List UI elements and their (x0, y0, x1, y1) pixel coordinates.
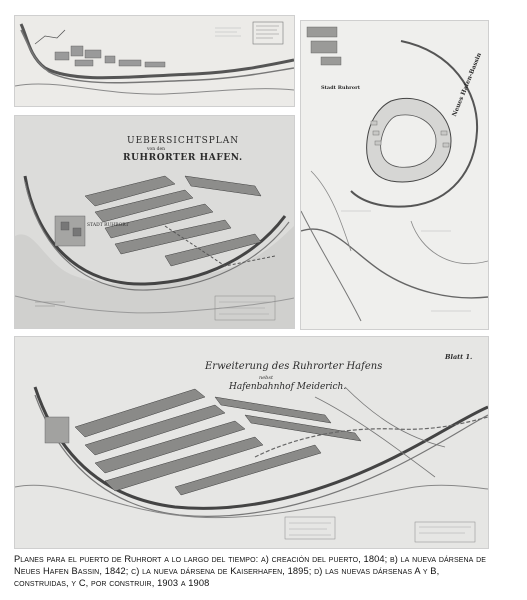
basin-label: Neues Hafen-Bassin (451, 51, 484, 118)
map-panel-1842 (14, 115, 295, 329)
map-title-line-2: von den (147, 147, 166, 152)
map-title-line-3: Hafenbahnhof Meiderich. (229, 382, 347, 392)
figure-caption: Planes para el puerto de Ruhrort a lo largo del tiempo: a) creación del puerto, 1804; b) la nueva dársena de Neues Hafen Bassin, 1842; c) la nueva dársena de Kaiserhafen, 1895; d) las nuevas dársenas A y B, construidas, y C, por construir, 1903 a 1908 (14, 554, 487, 589)
town-label: Stadt Ruhrort (321, 85, 361, 91)
map-title-line-3: RUHRORTER HAFEN. (123, 153, 243, 163)
sheet-label: Blatt 1. (445, 353, 473, 361)
map-title-line-1: UEBERSICHTSPLAN (127, 136, 240, 146)
map-panel-1908 (14, 336, 489, 549)
map-panel-1804 (14, 15, 295, 107)
map-title-line-1: Erweiterung des Ruhrorter Hafens (205, 361, 383, 372)
harbour-plan-1895-drawing (301, 21, 488, 329)
map-panel-1895 (300, 20, 489, 330)
map-title-line-2: nebst (259, 375, 273, 381)
town-label: STADT RUHRORT (87, 223, 129, 228)
harbour-plan-1804-drawing (15, 16, 294, 106)
